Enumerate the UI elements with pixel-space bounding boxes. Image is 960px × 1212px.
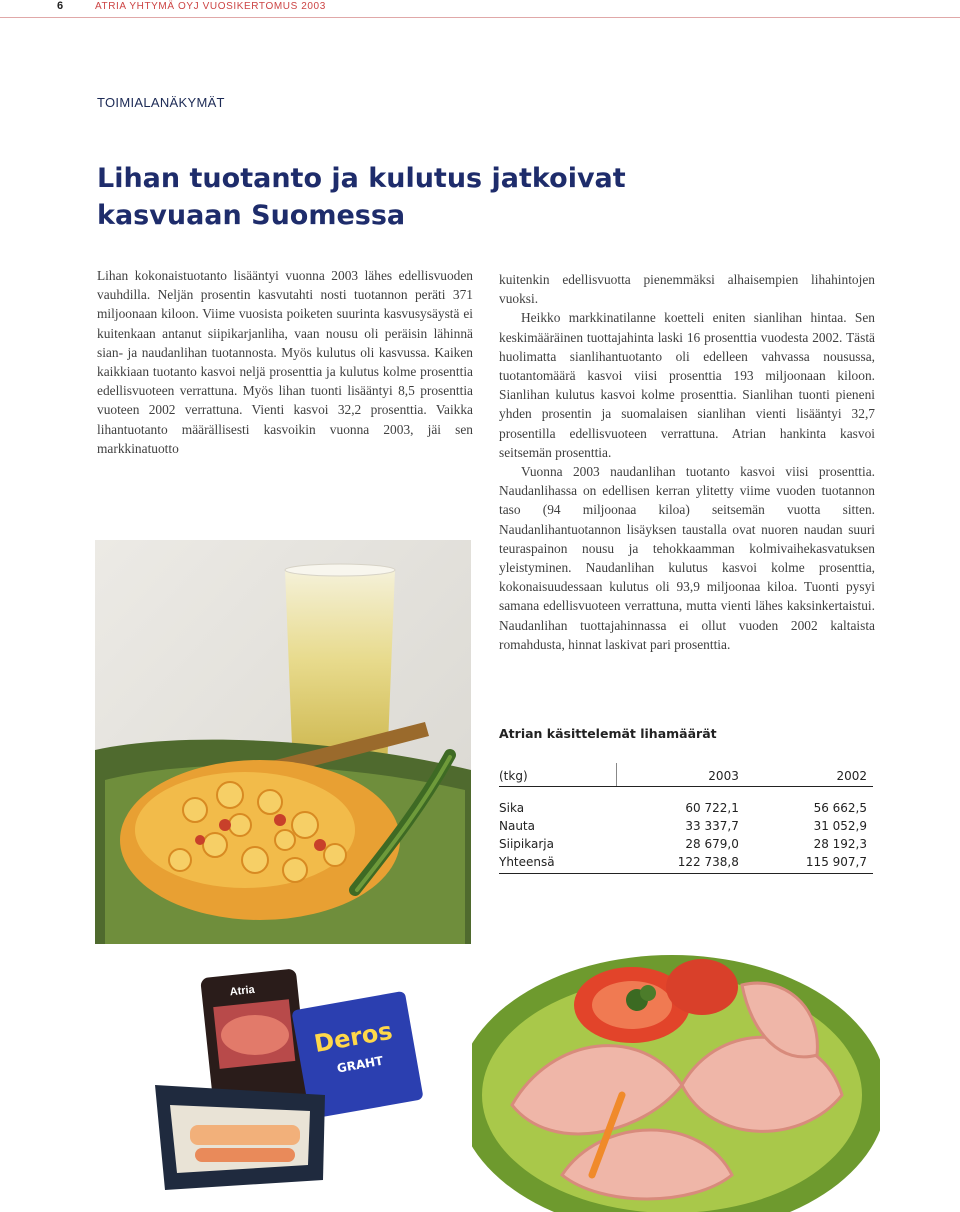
table-row	[499, 787, 873, 818]
ham-rolls-illustration	[472, 945, 880, 1212]
row-label: Nauta	[499, 819, 535, 833]
row-label: Yhteensä	[499, 853, 617, 874]
body-paragraph: kuitenkin edellisvuotta pienemmäksi alhaisempien lihahintojen vuoksi.	[499, 272, 875, 307]
meat-packages-photo	[95, 945, 470, 1212]
cell-2002: 28 192,3	[813, 837, 867, 851]
ham-rolls-photo	[472, 945, 880, 1212]
table-year-header: 2002	[745, 763, 873, 787]
title-line-1: Lihan tuotanto ja kulutus jatkoivat	[97, 163, 626, 194]
cell-2002: 56 662,5	[813, 801, 867, 815]
meat-packages-illustration	[95, 945, 470, 1212]
row-label: Siipikarja	[499, 837, 554, 851]
table-unit-header: (tkg)	[499, 763, 617, 787]
body-paragraph: Vuonna 2003 naudanlihan tuotanto kasvoi viisi prosenttia. Naudanlihassa on edellisen kerran ylitetty viime vuoden tuotannon taso (94 miljoonaa kiloa) seitsemän vuotta sitten. Naudanlihantuotannon lisäyksen taustalla ovat nuoren naudan suuri teuraspainon nousu ja tehokkaamman kolmivaihekasvatuksen yleistyminen. Naudanlihan kulutus kasvoi kolme prosenttia, kokonaisuudessaan kulutus oli 93,9 miljoonaa kiloa. Tuonti pysyi samana edellisvuoteen verrattuna, mutta vienti lähes kaksinkertaistui. Naudanlihan tuottajahinnassa ei ollut vuoden 2002 kaltaista romahdusta, hinnat laskivat pari prosenttia.	[499, 464, 875, 652]
body-column-left	[97, 266, 473, 458]
section-label: TOIMIALANÄKYMÄT	[97, 95, 225, 110]
body-paragraph: Heikko markkinatilanne koetteli eniten sianlihan hintaa. Sen keskimääräinen tuottajahinta laski 16 prosenttia vuodesta 2002. Tästä huolimatta sianlihantuotanto oli edelleen vahvassa nousussa, tuotantomäärä kasvoi viisi prosenttia 193 miljoonaan kiloon. Sianlihan kulutus kasvoi kolme prosenttia. Sianlihan tuonti pieneni yhden prosentin ja suomalaisen sianlihan vienti lisääntyi 32,7 prosentilla edellisvuoteen verrattuna. Atrian hankinta kasvoi seitsemän prosenttia.	[499, 310, 875, 460]
pasta-dish-photo	[95, 540, 471, 944]
meat-volume-table	[499, 726, 873, 874]
body-column-right	[499, 270, 875, 654]
row-label: Sika	[499, 801, 525, 815]
package-product-sub-label: GRAHT	[335, 1053, 385, 1076]
title-line-2: kasvuaan Suomessa	[97, 200, 406, 231]
cell-2002: 115 907,7	[745, 853, 873, 874]
page-title	[97, 160, 697, 234]
cell-2002: 31 052,9	[813, 819, 867, 833]
page-number: 6	[57, 0, 64, 12]
table-title: Atrian käsittelemät lihamäärät	[499, 726, 717, 741]
cell-2003: 60 722,1	[685, 801, 739, 815]
table-row	[499, 817, 873, 835]
running-header: ATRIA YHTYMÄ OYJ VUOSIKERTOMUS 2003	[95, 1, 326, 12]
table-row	[499, 853, 873, 874]
table-row	[499, 835, 873, 853]
pasta-dish-illustration	[95, 540, 471, 944]
package-product-label: Deros	[312, 1016, 395, 1059]
body-paragraph: Lihan kokonaistuotanto lisääntyi vuonna 2003 lähes edellisvuoden vauhdilla. Neljän prosentin kasvutahti nosti tuotannon peräti 371 miljoonaan kiloon. Viime vuosista poiketen suurinta kasvusysäystä ei kuitenkaan antanut siipikarjanliha, vaan nousu oli peräisin lähinnä sian- ja naudanlihan tuotannosta. Myös kulutus oli kasvussa. Kaiken kaikkiaan tuotanto kasvoi neljä prosenttia ja kulutus kolme prosenttia edellisvuoteen verrattuna. Myös lihan tuonti lisääntyi 8,5 prosenttia vuoteen 2002 verrattuna. Vienti kasvoi 32,2 prosenttia. Vaikka lihantuotanto määrällisesti kasvoikin vuonna 2003, jäi sen markkinatuotto	[97, 268, 473, 456]
cell-2003: 28 679,0	[685, 837, 739, 851]
cell-2003: 122 738,8	[617, 853, 745, 874]
package-brand-label: Atria	[229, 983, 256, 999]
cell-2003: 33 337,7	[685, 819, 739, 833]
table-year-header: 2003	[617, 763, 745, 787]
